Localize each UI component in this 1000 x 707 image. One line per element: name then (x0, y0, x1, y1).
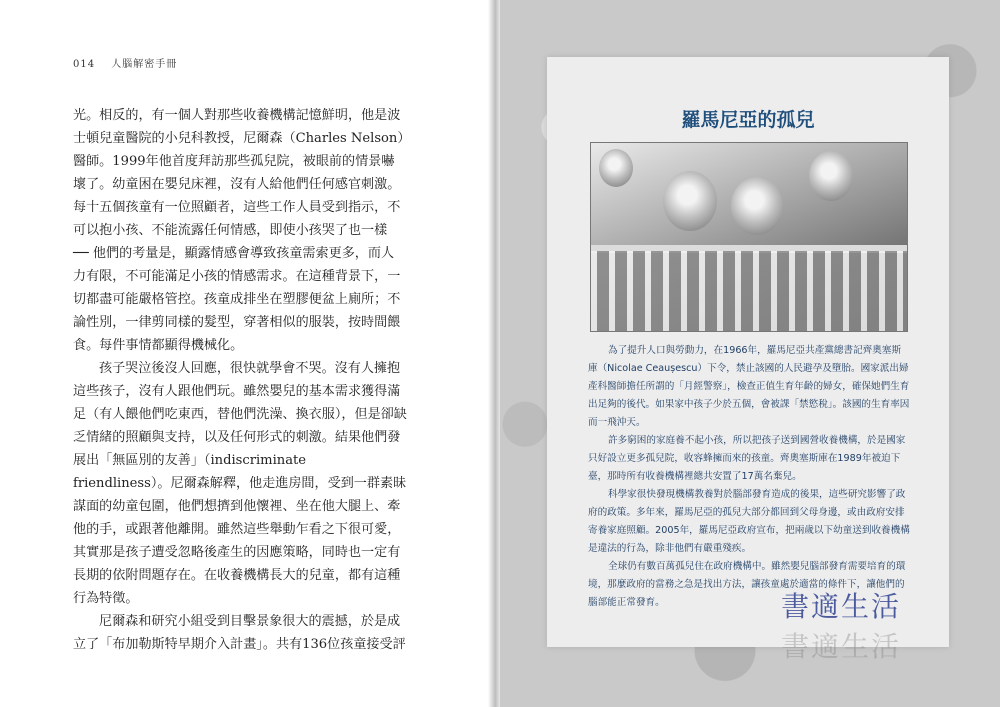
box-paragraph: 全球仍有數百萬孤兒住在政府機構中。雖然嬰兒腦部發育需要培育的環境，那麼政府的當務之急是找出方法，讓孩童處於適當的條件下，讓他們的腦部能正常發育。 (588, 561, 906, 608)
box-text (588, 342, 910, 612)
body-text (73, 104, 407, 656)
child-figure (809, 151, 853, 201)
running-title: 人腦解密手冊 (111, 59, 178, 70)
watermark: 書適生活 (781, 590, 902, 623)
box-paragraph: 科學家很快發現機構教養對於腦部發育造成的後果，這些研究影響了政府的政策。多年來，羅馬尼亞的孤兒大部分都回到父母身邊，或由政府安排寄養家庭照顧。2005年，羅馬尼亞政府宣布，把兩歲以下幼童送到收養機構是違法的行為，除非他們有嚴重殘疾。 (588, 489, 910, 554)
watermark: 書適生活 (781, 630, 902, 663)
page-gutter (488, 0, 500, 707)
running-head (73, 55, 177, 70)
crib-bars (591, 251, 907, 331)
box-title: 羅馬尼亞的孤兒 (681, 109, 815, 131)
child-figure (731, 177, 783, 235)
right-page (500, 0, 1000, 707)
page-number: 014 (73, 59, 96, 70)
sidebar-box (547, 57, 949, 663)
paragraph: 光。相反的，有一個人對那些收養機構記憶鮮明，他是波士頓兒童醫院的小兒科教授，尼爾森（Charles Nelson）醫師。1999年他首度拜訪那些孤兒院，被眼前的情景嚇壞了。幼童困在嬰兒床裡，沒有人給他們任何感官刺激。每十五個孩童有一位照顧者，這些工作人員受到指示，不可以抱小孩、不能流露任何情感，即使小孩哭了也一樣 ── 他們的考量是，顯露情感會導致孩童需索更多，而人力有限，不可能滿足小孩的情感需求。在這種背景下，一切都盡可能嚴格管控。孩童成排坐在塑膠便盆上廁所；不論性別，一律剪同樣的髮型，穿著相似的服裝，按時間餵食。每件事情都顯得機械化。 (73, 108, 404, 353)
box-paragraph: 許多窮困的家庭養不起小孩，所以把孩子送到國營收養機構，於是國家只好設立更多孤兒院，收容蜂擁而來的孩童。齊奧塞斯庫在1989年被迫下臺，那時所有收養機構裡總共安置了17萬名棄兒。 (588, 435, 906, 482)
paragraph: 尼爾森和研究小組受到目擊景象很大的震撼，於是成立了「布加勒斯特早期介入計畫」。共有136位孩童接受評 (73, 614, 406, 652)
child-figure (663, 171, 717, 231)
left-page (0, 0, 488, 707)
orphans-photo (590, 142, 908, 332)
box-paragraph: 為了提升人口與勞動力，在1966年，羅馬尼亞共產黨總書記齊奧塞斯庫（Nicolae Ceaușescu）下令，禁止該國的人民避孕及墮胎。國家派出婦產科醫師擔任所謂的「月經警察」，檢查正值生育年齡的婦女，確保她們生育出足夠的後代。如果家中孩子少於五個，會被課「禁慾稅」。該國的生育率因而一飛沖天。 (588, 345, 910, 428)
child-figure (599, 149, 633, 187)
paragraph: 孩子哭泣後沒人回應，很快就學會不哭。沒有人擁抱這些孩子，沒有人跟他們玩。雖然嬰兒的基本需求獲得滿足（有人餵他們吃東西，替他們洗澡、換衣服），但是卻缺乏情緒的照顧與支持，以及任何形式的刺激。結果他們發展出「無區別的友善」（indiscriminate friendliness）。尼爾森解釋，他走進房間，受到一群素昧謀面的幼童包圍，他們想擠到他懷裡、坐在他大腿上、牽他的手，或跟著他離開。雖然這些舉動乍看之下很可愛，其實那是孩子遭受忽略後產生的因應策略，同時也一定有長期的依附問題存在。在收養機構長大的兒童，都有這種行為特徵。 (73, 361, 407, 606)
